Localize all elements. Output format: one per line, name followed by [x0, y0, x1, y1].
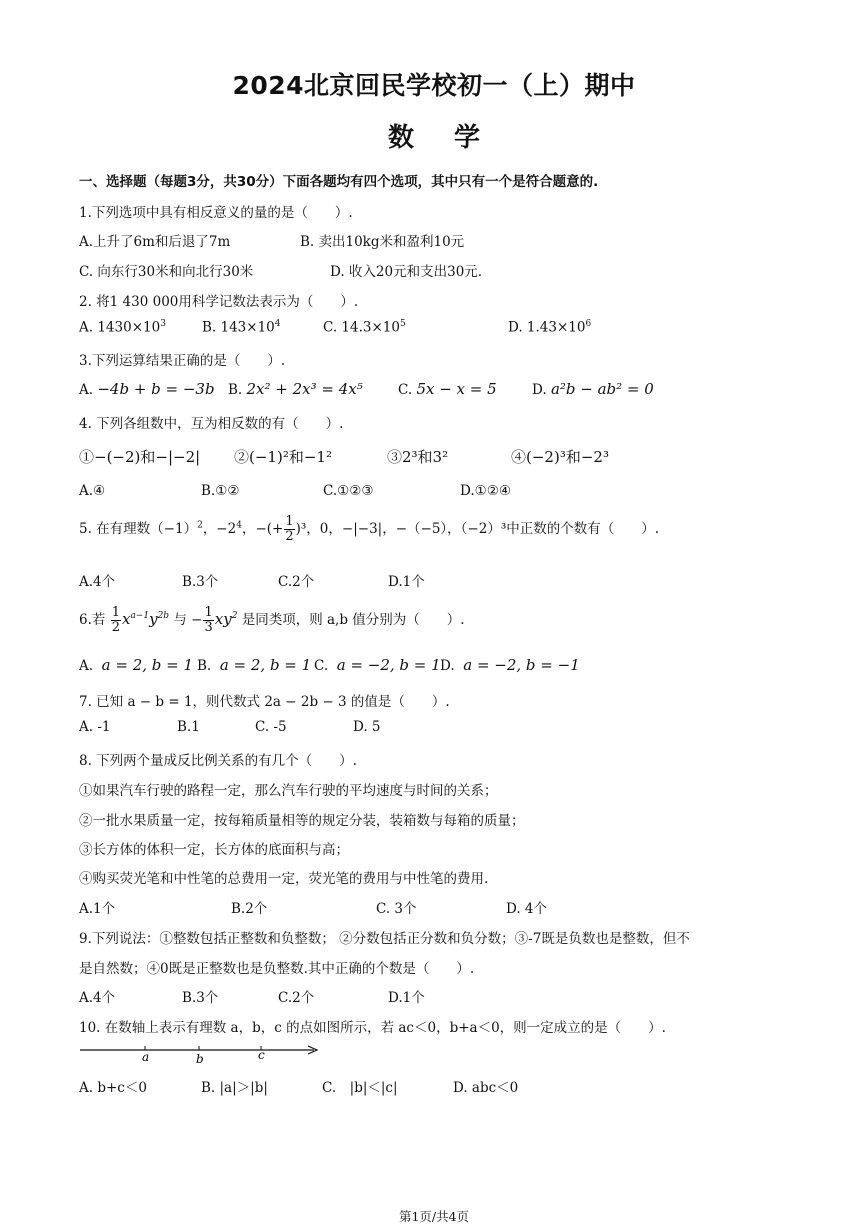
label-b: b	[196, 1052, 204, 1066]
question-10-option-b: B. |a|＞|b|	[201, 1080, 268, 1096]
question-4-option-d: D.①②④	[460, 483, 511, 499]
question-8-item-3: ③长方体的体积一定，长方体的底面积与高；	[79, 842, 349, 858]
question-9-stem-line-2: 是自然数；④0既是正整数也是负整数.其中正确的个数是（ ）.	[79, 961, 475, 977]
question-1-stem: 1.下列选项中具有相反意义的量的是（ ）.	[79, 205, 353, 221]
question-4-group-3: ③2³和3²	[387, 448, 449, 466]
question-8-item-4: ④购买荧光笔和中性笔的总费用一定，荧光笔的费用与中性笔的费用.	[79, 871, 489, 887]
page-title: 2024北京回民学校初一（上）期中	[232, 71, 636, 100]
label-a: a	[142, 1050, 150, 1064]
fraction-one-half: $\frac{1}{2}$	[111, 605, 120, 635]
question-10-option-c: C. |b|＜|c|	[322, 1080, 398, 1096]
question-10-option-a: A. b+c＜0	[79, 1080, 147, 1096]
question-4-stem: 4. 下列各组数中，互为相反数的有（ ）.	[79, 416, 344, 432]
question-1-option-d: D. 收入20元和支出30元.	[330, 264, 483, 280]
question-7-option-d: D. 5	[353, 719, 381, 735]
question-7-stem: 7. 已知 a − b = 1，则代数式 2a − 2b − 3 的值是（ ）.	[79, 694, 450, 710]
question-4-option-c: C.①②③	[323, 483, 374, 499]
fraction-one-half: $\frac{1}{2}$	[285, 514, 294, 544]
question-1-option-a: A.上升了6m和后退了7m	[79, 234, 231, 250]
question-5-stem: 5. 在有理数$(-1)^2$，$-2^4$，−(+ $\frac{1}{2}$ )³，0，−|−3|，−（−5），（−2）³中正数的个数有（ ）.	[79, 514, 660, 544]
question-6-option-a: A. a = 2, b = 1	[79, 656, 194, 674]
question-5-option-d: D.1个	[388, 574, 425, 590]
question-8-option-b: B.2个	[231, 901, 268, 917]
question-9-stem-line-1: 9.下列说法：①整数包括正整数和负整数； ②分数包括正分数和负分数；③-7既是负数也是整数，但不	[79, 931, 690, 947]
question-6-option-b: B. a = 2, b = 1	[197, 656, 312, 674]
question-5-option-a: A.4个	[79, 574, 116, 590]
label-c: c	[258, 1048, 265, 1062]
question-3-stem: 3.下列运算结果正确的是（ ）.	[79, 353, 286, 369]
question-10-stem: 10. 在数轴上表示有理数 a，b，c 的点如图所示，若 ac＜0，b+a＜0，则一定成立的是（ ）.	[79, 1020, 666, 1036]
question-5-option-b: B.3个	[182, 574, 219, 590]
question-9-option-b: B.3个	[182, 990, 219, 1006]
question-1-option-b: B. 卖出10kg米和盈利10元	[300, 234, 465, 250]
question-8-option-c: C. 3个	[376, 901, 417, 917]
question-7-option-b: B.1	[177, 719, 200, 735]
question-6-option-c: C. a = −2, b = 1	[314, 656, 441, 674]
number-line-figure	[78, 1040, 328, 1066]
question-2-option-d: D. $1.43\times 10^6$	[508, 319, 592, 336]
question-7-option-c: C. -5	[255, 719, 287, 735]
question-9-option-a: A.4个	[79, 990, 116, 1006]
question-3-option-c: C. 5x − x = 5	[398, 380, 497, 398]
question-4-option-a: A.④	[79, 483, 106, 499]
question-8-item-1: ①如果汽车行驶的路程一定，那么汽车行驶的平均速度与时间的关系；	[79, 783, 498, 799]
question-3-option-b: B. 2x² + 2x³ = 4x⁵	[228, 380, 363, 398]
question-5-option-c: C.2个	[278, 574, 315, 590]
question-4-group-4: ④(−2)³和−2³	[511, 448, 609, 466]
question-2-option-a: A. $1430\times 10^3$	[79, 319, 166, 336]
question-2-option-b: B. $143\times 10^4$	[202, 319, 281, 336]
question-1-option-c: C. 向东行30米和向北行30米	[79, 264, 254, 280]
subject-title: 数学	[387, 123, 520, 153]
question-6-option-d: D. a = −2, b = −1	[440, 656, 580, 674]
section-heading: 一、选择题（每题3分，共30分）下面各题均有四个选项，其中只有一个是符合题意的.	[79, 174, 599, 190]
question-8-option-a: A.1个	[79, 901, 116, 917]
question-9-option-d: D.1个	[388, 990, 425, 1006]
question-2-option-c: C. $14.3\times 10^5$	[323, 319, 406, 336]
question-8-item-2: ②一批水果质量一定，按每箱质量相等的规定分装，装箱数与每箱的质量；	[79, 813, 525, 829]
question-4-group-2: ②(−1)²和−1²	[234, 448, 332, 466]
question-8-stem: 8. 下列两个量成反比例关系的有几个（ ）.	[79, 753, 357, 769]
page-footer: 第1页/共4页	[398, 1209, 470, 1224]
question-8-option-d: D. 4个	[506, 901, 548, 917]
question-9-option-c: C.2个	[278, 990, 315, 1006]
question-2-stem: 2. 将1 430 000用科学记数法表示为（ ）.	[79, 294, 359, 310]
fraction-one-third: $\frac{1}{3}$	[204, 605, 213, 635]
question-7-option-a: A. -1	[79, 719, 111, 735]
question-10-option-d: D. abc＜0	[453, 1080, 519, 1096]
question-6-stem: 6.若 $\frac{1}{2}$ $x^{a-1}y^{2b}$ 与 − $\frac{1}{3}$ $xy^2$ 是同类项，则 a,b 值分别为（ ）.	[79, 605, 465, 635]
question-4-option-b: B.①②	[201, 483, 240, 499]
question-4-group-1: ①−(−2)和−|−2|	[79, 448, 201, 466]
question-3-option-a: A. −4b + b = −3b	[79, 380, 215, 398]
question-3-option-d: D. a²b − ab² = 0	[532, 380, 654, 398]
